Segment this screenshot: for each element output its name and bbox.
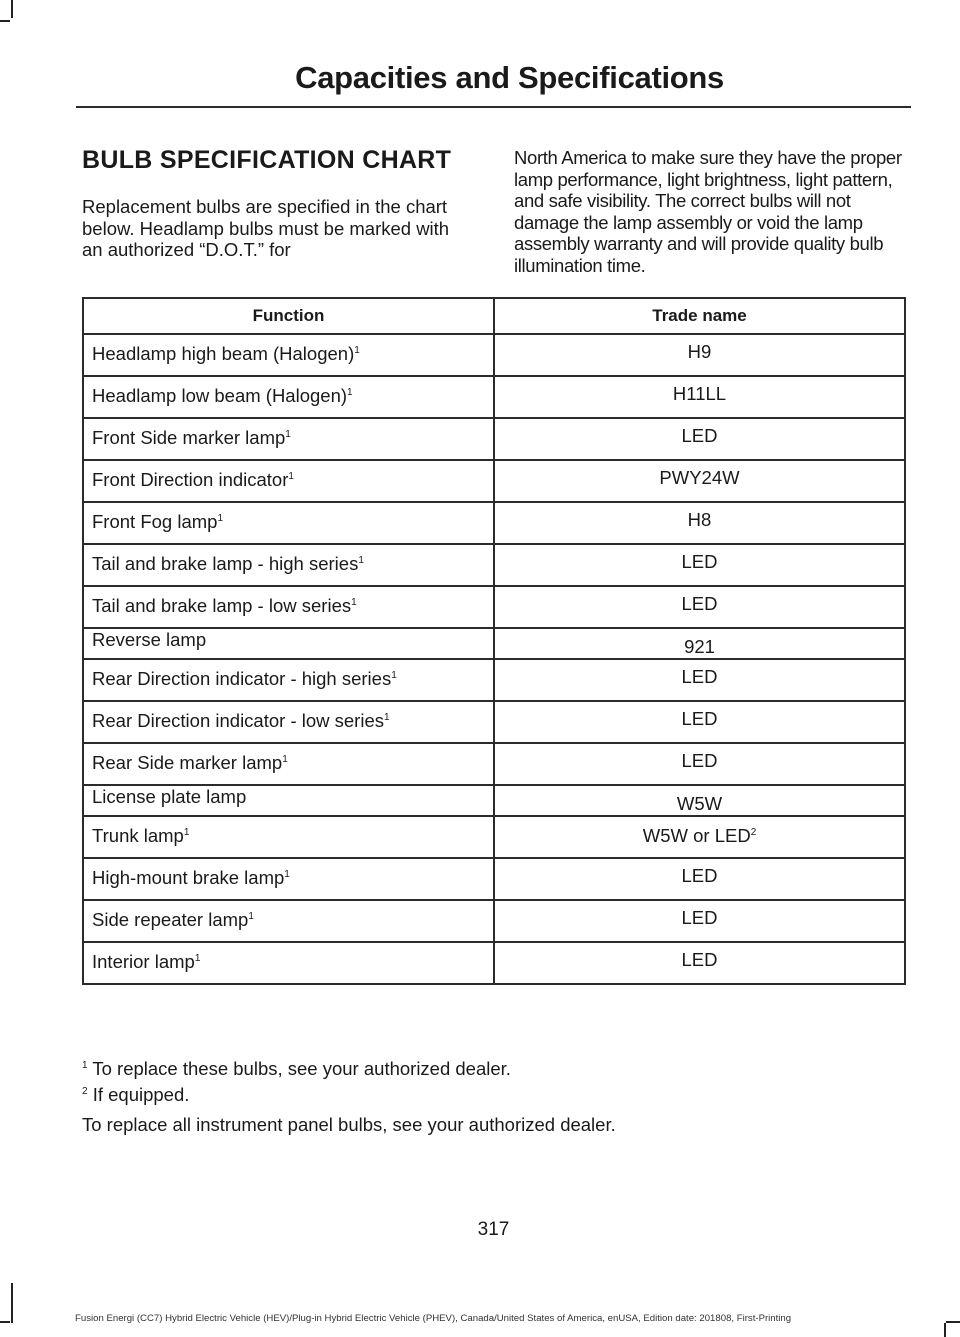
footnote-ref: 1 [194, 952, 201, 964]
footnote-ref: 1 [285, 428, 291, 440]
trade-name-value: H9 [687, 341, 712, 362]
trade-name-value: LED [681, 551, 718, 572]
function-label: Tail and brake lamp - low series [92, 595, 352, 616]
table-row [83, 701, 905, 743]
trade-name-cell [494, 942, 905, 984]
function-label: Rear Direction indicator - low series [92, 710, 384, 731]
trade-name-value: LED [681, 425, 718, 446]
function-label: Rear Direction indicator - high series [92, 668, 392, 689]
footnote-ref: 2 [750, 826, 757, 838]
crop-mark [11, 1283, 13, 1323]
table-row [83, 743, 905, 785]
table-row [83, 544, 905, 586]
function-cell [83, 785, 494, 816]
table-header-row [83, 298, 905, 334]
footnote-ref: 1 [282, 753, 288, 765]
function-label: Headlamp low beam (Halogen) [92, 385, 348, 406]
trade-name-cell [494, 743, 905, 785]
function-label: Front Side marker lamp [92, 427, 286, 448]
crop-mark [946, 1321, 960, 1323]
trade-name-value: LED [681, 666, 718, 687]
trade-name-cell [494, 376, 905, 418]
trade-name-value: LED [681, 907, 718, 928]
footnote-ref: 1 [284, 868, 290, 880]
footnote-ref: 1 [347, 386, 353, 398]
function-label: Trunk lamp [92, 825, 184, 846]
crop-mark [944, 1323, 946, 1337]
crop-mark [0, 1321, 10, 1323]
trade-name-cell [494, 659, 905, 701]
footnote-ref: 1 [217, 512, 223, 524]
trade-name-cell [494, 502, 905, 544]
function-cell [83, 586, 494, 628]
trade-name-value: LED [681, 865, 718, 886]
function-cell [83, 816, 494, 858]
function-label: High-mount brake lamp [92, 867, 285, 888]
trade-name-cell [494, 900, 905, 942]
trade-name-cell [494, 418, 905, 460]
table-row [83, 418, 905, 460]
trade-name-value: PWY24W [659, 467, 740, 488]
function-label: Tail and brake lamp - high series [92, 553, 359, 574]
trade-name-cell [494, 544, 905, 586]
function-cell [83, 502, 494, 544]
footnote-ref: 1 [248, 910, 254, 922]
table-row [83, 659, 905, 701]
function-label: Headlamp high beam (Halogen) [92, 343, 355, 364]
trade-name-value: 921 [684, 636, 715, 657]
footer-edition-info: Fusion Energi (CC7) Hybrid Electric Vehicle (HEV)/Plug-in Hybrid Electric Vehicle (PHEV), Canada/United States of America, enUSA, Edition date: 201808, First-Printing [75, 1313, 792, 1324]
function-label: Front Fog lamp [92, 511, 218, 532]
trade-name-cell [494, 586, 905, 628]
function-label: Side repeater lamp [92, 909, 249, 930]
function-label: Front Direction indicator [92, 469, 289, 490]
crop-mark [0, 20, 10, 22]
table-row [83, 816, 905, 858]
table-row [83, 628, 905, 659]
footnote-2 [82, 1084, 189, 1106]
table-row [83, 460, 905, 502]
column-header-trade-name: Trade name [494, 298, 905, 334]
trade-name-cell [494, 334, 905, 376]
trade-name-cell [494, 701, 905, 743]
function-cell [83, 544, 494, 586]
section-heading: BULB SPECIFICATION CHART [82, 146, 452, 174]
trade-name-value: LED [681, 750, 718, 771]
column-header-function: Function [83, 298, 494, 334]
footnote-ref: 1 [351, 596, 357, 608]
trade-name-cell [494, 628, 905, 659]
instrument-panel-note: To replace all instrument panel bulbs, see your authorized dealer. [82, 1114, 616, 1135]
page-number: 317 [477, 1219, 510, 1240]
footnote-text: To replace these bulbs, see your authorized dealer. [87, 1058, 511, 1079]
function-cell [83, 900, 494, 942]
intro-paragraph-right: North America to make sure they have the proper lamp performance, light brightness, light pattern, and safe visibility. The correct bulbs will not damage the lamp assembly or void the lamp assembly warranty and will provide quality bulb illumination time. [514, 147, 902, 276]
function-cell [83, 334, 494, 376]
function-cell [83, 376, 494, 418]
trade-name-cell [494, 785, 905, 816]
function-cell [83, 942, 494, 984]
crop-mark [11, 0, 13, 18]
footnote-ref: 1 [354, 344, 360, 356]
trade-name-cell [494, 460, 905, 502]
table-row [83, 942, 905, 984]
trade-name-value: H11LL [672, 383, 727, 404]
trade-name-cell [494, 858, 905, 900]
function-cell [83, 460, 494, 502]
footnote-ref: 1 [358, 554, 364, 566]
header-divider [76, 106, 911, 108]
function-cell [83, 701, 494, 743]
function-label: Interior lamp [92, 951, 195, 972]
trade-name-value: LED [681, 708, 718, 729]
function-cell [83, 628, 494, 659]
table-row [83, 785, 905, 816]
function-cell [83, 858, 494, 900]
table-row [83, 900, 905, 942]
function-label: License plate lamp [92, 786, 247, 807]
intro-paragraph-left: Replacement bulbs are specified in the chart below. Headlamp bulbs must be marked with an authorized “D.O.T.” for [82, 196, 450, 260]
function-cell [83, 418, 494, 460]
table-row [83, 334, 905, 376]
page-title: Capacities and Specifications [295, 60, 724, 95]
trade-name-cell [494, 816, 905, 858]
footnote-mark: 1 [82, 1059, 88, 1071]
bulb-specification-table [82, 297, 906, 985]
function-label: Reverse lamp [92, 629, 207, 650]
trade-name-value: LED [681, 949, 718, 970]
footnote-ref: 1 [288, 470, 294, 482]
footnote-mark: 2 [82, 1085, 88, 1097]
table-row [83, 858, 905, 900]
trade-name-value: W5W or LED [642, 825, 751, 846]
footnote-text: If equipped. [87, 1084, 190, 1105]
footnote-1 [82, 1058, 511, 1080]
table-row [83, 586, 905, 628]
function-label: Rear Side marker lamp [92, 752, 283, 773]
footnote-ref: 1 [391, 669, 397, 681]
table-row [83, 502, 905, 544]
trade-name-value: H8 [687, 509, 712, 530]
trade-name-value: LED [681, 593, 718, 614]
table-row [83, 376, 905, 418]
footnote-ref: 1 [384, 711, 390, 723]
table-body [83, 334, 905, 984]
function-cell [83, 743, 494, 785]
trade-name-value: W5W [676, 793, 723, 814]
footnote-ref: 1 [183, 826, 190, 838]
function-cell [83, 659, 494, 701]
